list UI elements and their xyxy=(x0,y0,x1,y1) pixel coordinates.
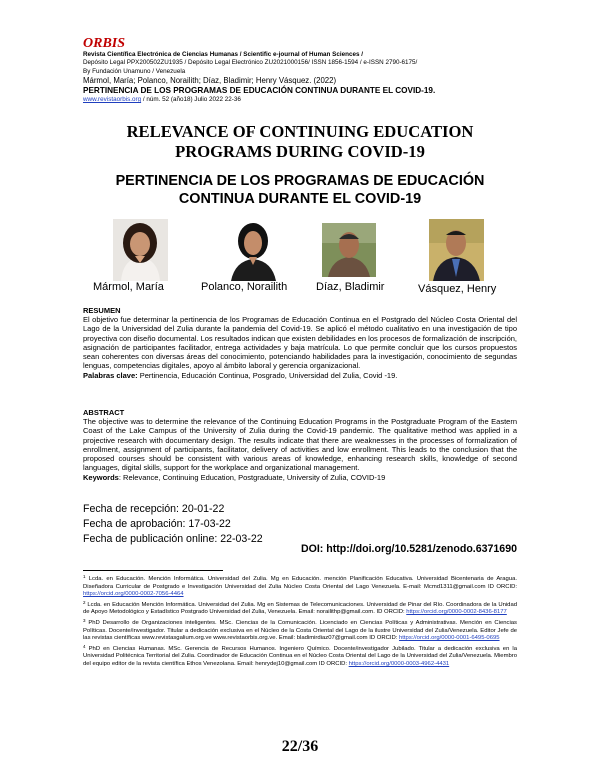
footnote-3 xyxy=(83,617,517,643)
footnote-4-text: PhD en Ciencias Humanas. MSc. Gerencia de Recursos Humanos. Ingeniero Químico. Docente/investigador Jubilado. Titular a dedicación exclusiva en la Universidad Politécnica Territorial del Zulia. Coordinador de Educación Continua en el Núcleo Costa Oriental del Lago de la Universidad del Zulia/Venezuela. Miembro del equipo editor de la revista científica Ethos Venezolana. Email: henrydej10@gmail.com ID ORCID: xyxy=(83,645,518,667)
author-name-marmol: Mármol, María xyxy=(93,281,164,293)
abstract-keywords-text: : Relevance, Continuing Education, Postgraduate, University of Zulia, COVID-19 xyxy=(118,472,386,482)
footnote-2-text: Lcda. en Educación Mención Informática. Universidad del Zulia. Mg en Sistemas de Telecomunicaciones. Universidad de Pinar del Río. Coordinadora de la Unidad de Apoyo Metodológico y Estadístico Postgrado Universidad del Zulia, Venezuela. Email: norailithp@gmail.com. ID ORCID: xyxy=(83,601,518,616)
footnote-3-orcid-link[interactable]: https://orcid.org/0000-0001-6495-0695 xyxy=(399,635,500,642)
author-name-polanco: Polanco, Norailith xyxy=(201,281,288,293)
date-approved: Fecha de aprobación: 17-03-22 xyxy=(83,518,231,530)
journal-url-link[interactable]: www.revistaorbis.org xyxy=(83,96,142,104)
journal-header xyxy=(83,36,523,105)
citation-authors: Mármol, María; Polanco, Norailith; Díaz, Bladimir; Henry Vásquez. (2022) xyxy=(83,76,337,86)
date-received: Fecha de recepción: 20-01-22 xyxy=(83,503,225,515)
footnote-4-orcid-link[interactable]: https://orcid.org/0000-0003-4962-4431 xyxy=(348,660,450,667)
resumen-keywords-label: Palabras clave: xyxy=(83,370,138,380)
abstract-section xyxy=(83,408,517,482)
abstract-keywords-label: Keywords xyxy=(83,472,119,482)
resumen-text: El objetivo fue determinar la pertinencia de los Programas de Educación Continua en el Postgrado del Núcleo Costa Oriental del Lago de la Universidad del Zulia durante la pandemia del Covid-19. Se aplicó el método cualitativo en una investigación de tipo proyectiva con diseño documental. Los resultados indican que existen debilidades en los procesos de formalización de inscripción, asignación de participantes facilitador, entrega actividades y baja matrícula. Lo que permite concluir que los cursos propuestos sean coherentes con diversas áreas del conocimiento, potenciando habilidades para la investigación, conocimiento de segundas lenguas, competencias digitales, apoyo al ámbito laboral y gerencia organizacional. xyxy=(83,315,518,371)
author-name-diaz: Díaz, Bladimir xyxy=(316,281,385,293)
resumen-section xyxy=(83,306,517,380)
footnote-1-orcid-link[interactable]: https://orcid.org/0000-0002-7056-4464 xyxy=(83,591,184,598)
footnote-2 xyxy=(83,599,517,617)
title-spanish: PERTINENCIA DE LOS PROGRAMAS DE EDUCACIÓN CONTINUA DURANTE EL COVID-19 xyxy=(115,173,485,207)
date-published: Fecha de publicación online: 22-03-22 xyxy=(83,533,263,545)
issue-info: / núm. 52 (año18) Julio 2022 22-36 xyxy=(142,96,241,104)
footnote-3-marker: 3 xyxy=(83,617,86,623)
author-photo-polanco xyxy=(225,219,282,281)
footnotes xyxy=(83,573,517,669)
citation-article-title: PERTINENCIA DE LOS PROGRAMAS DE EDUCACIÓN CONTINUA DURANTE EL COVID-19. xyxy=(83,86,436,96)
author-photo-vasquez xyxy=(429,219,484,281)
author-name-vasquez: Vásquez, Henry xyxy=(418,283,497,295)
abstract-text: The objective was to determine the relevance of the Continuing Education Programs in the Postgraduate Program of the Eastern Coast of the Lake Campus of the University of Zulia during the Covid-19 pandemic. The qualitative method was applied in a projective research with documentary design. The results indicate that there are weaknesses in the processes of formalization of enrollment, assignment of participants, facilitator, delivery of activities and low enrollment. This leads to the conclusion that the proposed courses should be consistent with various areas of knowledge, enhancing research skills, knowledge of second languages, digital skills, support for the workplace and organizational management. xyxy=(83,417,517,473)
footnote-2-marker: 2 xyxy=(83,599,86,605)
footnote-4 xyxy=(83,643,517,669)
footnote-1-marker: 1 xyxy=(83,574,86,579)
title-english: RELEVANCE OF CONTINUING EDUCATION PROGRAMS DURING COVID-19 xyxy=(126,122,474,161)
resumen-keywords xyxy=(83,371,517,380)
foundation: By Fundación Unamuno / Venezuela xyxy=(83,67,186,75)
footnote-1 xyxy=(83,573,517,599)
author-photo-diaz xyxy=(322,223,376,277)
footnote-divider xyxy=(83,570,223,571)
footnote-2-orcid-link[interactable]: https://orcid.org/0000-0002-8436-8177 xyxy=(406,609,507,616)
author-photo-marmol xyxy=(113,219,168,281)
footnote-3-text: PhD Desarrollo de Organizaciones inteligentes. MSc. Ciencias de la Comunicación. Licenciado en Ciencias Políticas y Administrativas. Mención en Ciencias Políticas. Docente/investigador. Titular a dedicación exclusiva en el Núcleo de la Costa Oriental del Lago de la ilustre Universidad del Zulia/Venezuela. Editor Jefe de las revistas científicas www.revistasgalium.org.ve www.revistaorbis.org.ve. Email: bladimirdiaz07@gmail.com ID ORCID: xyxy=(83,619,517,642)
legal-deposit: Depósito Legal PPX200502ZU1935 / Depósito Legal Electrónico ZU2021000156/ ISSN 1856-1594 / e-ISSN 2790-6175/ xyxy=(83,59,418,67)
doi-link[interactable]: DOI: http://doi.org/10.5281/zenodo.6371690 xyxy=(300,543,517,555)
page-number: 22/36 xyxy=(281,738,319,755)
resumen-heading: RESUMEN xyxy=(83,306,121,315)
abstract-heading: ABSTRACT xyxy=(83,408,125,417)
citation-issue-line xyxy=(83,96,523,104)
journal-brand: ORBIS xyxy=(83,36,126,51)
footnote-1-text: Lcda. en Educación. Mención Informática. Universidad del Zulia. Mg en Educación. mención Planificación Educativa. Universidad Bicentenaria de Aragua. Diseñadora Curricular de Postgrado e Investigación Universidad del Zulia Núcleo Costa Oriental del Lago Venezuela. E-mail: Mcmd1311@gmail.com ID ORCID: xyxy=(83,576,517,590)
article-dates xyxy=(83,502,263,547)
journal-name: Revista Científica Electrónica de Ciencias Humanas / Scientific e-journal of Human Sciences / xyxy=(83,51,363,58)
abstract-keywords xyxy=(83,473,517,482)
footnote-4-marker: 4 xyxy=(83,643,86,649)
resumen-keywords-text: Pertinencia, Educación Continua, Posgrado, Universidad del Zulia, Covid -19. xyxy=(139,370,398,380)
